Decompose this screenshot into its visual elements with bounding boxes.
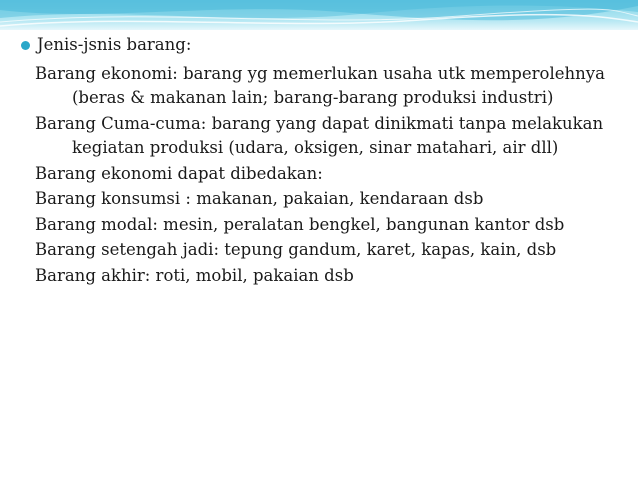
- paragraph-barang-cuma-cuma: Barang Cuma-cuma: barang yang dapat dinikmati tanpa melakukan kegiatan produksi (udara, oksigen, sinar matahari, air dll): [35, 113, 604, 157]
- paragraph-barang-konsumsi: Barang konsumsi : makanan, pakaian, kendaraan dsb: [35, 189, 484, 208]
- paragraph-barang-ekonomi: Barang ekonomi: barang yg memerlukan usaha utk memperolehnya (beras & makanan lain; barang-barang produksi industri): [35, 63, 605, 107]
- paragraph-barang-akhir: Barang akhir: roti, mobil, pakaian dsb: [35, 265, 354, 285]
- paragraph-dibedakan: Barang ekonomi dapat dibedakan:: [35, 163, 323, 183]
- wave-decoration: [0, 0, 638, 30]
- slide-body: [21, 33, 621, 289]
- round-bullet-icon: [21, 41, 30, 50]
- paragraph-barang-setengah-jadi: Barang setengah jadi: tepung gandum, karet, kapas, kain, dsb: [35, 240, 557, 259]
- bullet-heading: [21, 33, 621, 58]
- decorative-wave-banner: [0, 0, 638, 30]
- heading-text: Jenis-jsnis barang:: [37, 35, 192, 54]
- paragraph-barang-modal: Barang modal: mesin, peralatan bengkel, bangunan kantor dsb: [35, 214, 565, 234]
